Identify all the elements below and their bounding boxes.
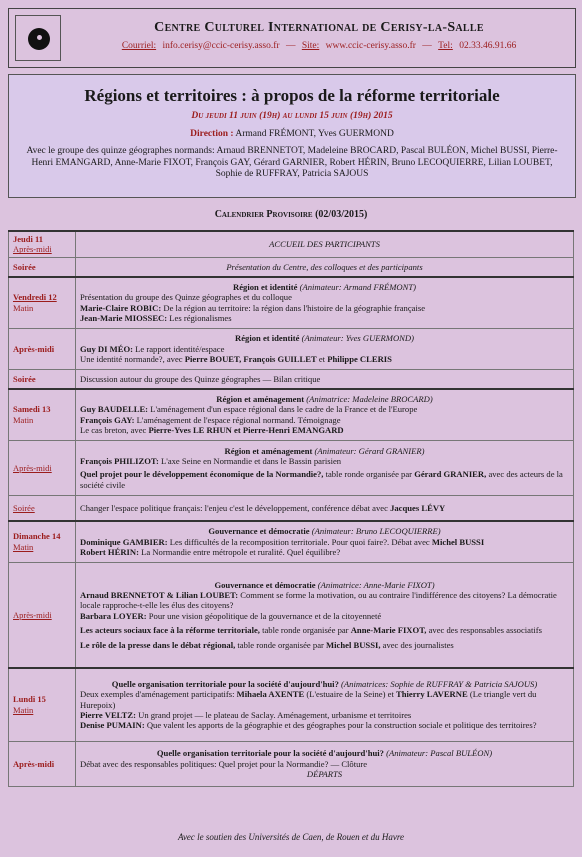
- talk-title: Le rapport identité/espace: [135, 343, 225, 354]
- speaker: Anne-Marie FIXOT,: [350, 625, 427, 636]
- soiree-label: Soirée: [13, 261, 36, 272]
- animator: (Animatrice: Madeleine BROCARD): [306, 394, 433, 404]
- talk-line: [80, 547, 569, 557]
- speaker: Pierre VELTZ:: [80, 710, 136, 721]
- speaker: Thierry LAVERNE: [396, 689, 468, 700]
- header-box: [8, 8, 576, 68]
- day-label: Samedi 13: [13, 404, 51, 415]
- speaker: Philippe CLERIS: [327, 354, 392, 365]
- site-label: Site:: [301, 41, 320, 51]
- talk-title: Un grand projet — le plateau de Saclay. Aménagement, urbanisme et territoires: [138, 710, 412, 721]
- day-cell: [9, 521, 76, 563]
- animator: (Animateur: Bruno LECOQUIERRE): [311, 526, 441, 537]
- session-cell: [76, 521, 574, 563]
- slot-label: Matin: [13, 541, 34, 552]
- talk-title: table ronde organisée par: [237, 639, 324, 650]
- tel-value: 02.33.46.91.66: [459, 41, 517, 51]
- logo-mark: [28, 28, 50, 50]
- animator: (Animatrices: Sophie de RUFFRAY & Patricia SAJOUS): [341, 678, 538, 689]
- contact-line: [69, 41, 569, 51]
- conj: et: [318, 354, 326, 365]
- talk-line: [80, 415, 569, 425]
- sep-1: —: [285, 41, 296, 51]
- speaker: Guy BAUDELLE:: [80, 404, 149, 415]
- talk-line: [80, 313, 569, 323]
- session-name: Gouvernance et démocratie: [214, 579, 316, 590]
- session-title: [80, 580, 569, 590]
- slot-label: [9, 495, 76, 521]
- day-label: Vendredi 12: [13, 292, 57, 303]
- session-cell: [76, 741, 574, 786]
- apm-label: Après-midi: [13, 462, 52, 473]
- round-table: Les acteurs sociaux face à la réforme territoriale,: [80, 625, 260, 636]
- day-label: Jeudi 11: [13, 234, 43, 244]
- session-cell: [76, 562, 574, 668]
- soiree-label: Soirée: [13, 502, 35, 513]
- session-name: Région et identité: [235, 333, 300, 344]
- round-table: Le rôle de la presse dans le débat régional,: [80, 639, 236, 650]
- speaker: Jean-Marie MIOSSEC:: [80, 313, 168, 324]
- talk-title: avec des acteurs de la société civile: [80, 469, 563, 490]
- talk-line: [80, 344, 569, 354]
- speaker: Marie-Claire ROBIC:: [80, 302, 162, 313]
- session-name: Région et identité: [233, 282, 298, 292]
- session-cell: Discussion autour du groupe des Quinze géographes — Bilan critique: [76, 369, 574, 389]
- speaker: Pierre BOUET, François GUILLET: [184, 354, 317, 365]
- table-row: [9, 277, 574, 329]
- day-cell: [9, 277, 76, 329]
- animator: (Animateur: Yves GUERMOND): [301, 333, 414, 344]
- session-title: [80, 282, 569, 292]
- session-title: [80, 748, 569, 758]
- talk-title: avec des journalistes: [382, 639, 454, 650]
- talk-title: L'axe Seine en Normandie et dans le Bassin parisien: [161, 455, 342, 466]
- speaker: Denise PUMAIN:: [80, 720, 145, 731]
- table-row: [9, 231, 574, 257]
- slot-label: [9, 369, 76, 389]
- talk-title: Le cas breton, avec: [80, 425, 147, 436]
- group-line: Avec le groupe des quinze géographes normands: Arnaud BRENNETOT, Madeleine BROCARD, Pascal BULÉON, Michel BUSSI, Pierre-Henri EMANGARD, Anne-Marie FIXOT, François GAY, Gérard GARNIER, Robert HÉRIN, Bruno LECOQUIERRE, Lilian LOUBET, Sophie de RUFFRAY, Patricia SAJOUS: [26, 146, 558, 179]
- talk-line: [80, 710, 569, 720]
- talk-title: table ronde organisée par: [262, 625, 349, 636]
- speaker: Gérard GRANIER,: [414, 469, 487, 480]
- talk-title: table ronde organisée par: [325, 469, 413, 480]
- talk-line: [80, 640, 569, 650]
- animator: (Animateur: Armand FRÉMONT): [299, 282, 416, 292]
- talk-title: Les régionalismes: [169, 313, 232, 324]
- table-row: [9, 495, 574, 521]
- courriel-link[interactable]: info.cerisy@ccic-cerisy.asso.fr: [162, 41, 280, 51]
- session-title: [80, 394, 569, 404]
- day-cell: [9, 231, 76, 257]
- talk-line: [80, 625, 569, 635]
- talk-line: [80, 590, 569, 611]
- session-title: [80, 333, 569, 343]
- session-name: Région et aménagement: [224, 445, 313, 456]
- session-cell: [76, 389, 574, 441]
- talk-line: [80, 354, 569, 364]
- talk-title: (L'estuaire de la Seine) et: [306, 689, 394, 700]
- session-cell: [76, 440, 574, 495]
- talk-title: Une identité normande?, avec: [80, 354, 183, 365]
- day-cell: [9, 668, 76, 742]
- talk-title: Changer l'espace politique français: l'enjeu c'est le développement, conférence débat avec: [80, 502, 388, 513]
- day-cell: [9, 389, 76, 441]
- talk-line: [80, 689, 569, 710]
- talk-line: Présentation du groupe des Quinze géographes et du colloque: [80, 292, 292, 303]
- colloque-dates: Du jeudi 11 juin (19h) au lundi 15 juin (19h) 2015: [191, 111, 393, 121]
- talk-title: Comment se forme la motivation, ou au contraire l'indifférence des citoyens? La démocratie locale rapproche-t-elle les élus des citoyens?: [80, 590, 557, 611]
- slot-label: Matin: [13, 414, 34, 425]
- talk-line: [80, 537, 569, 547]
- session-title: [80, 679, 569, 689]
- table-row: [9, 257, 574, 277]
- session-cell: [76, 668, 574, 742]
- speaker: François PHILIZOT:: [80, 455, 159, 466]
- departs-label: DÉPARTS: [306, 769, 343, 780]
- direction-label: Direction :: [190, 129, 234, 139]
- slot-label: [9, 562, 76, 668]
- session-cell: [76, 495, 574, 521]
- colloque-title: Régions et territoires : à propos de la réforme territoriale: [84, 86, 500, 105]
- session-name: Gouvernance et démocratie: [208, 526, 310, 537]
- speaker: Arnaud BRENNETOT & Lilian LOUBET:: [80, 590, 239, 600]
- speaker: François GAY:: [80, 414, 135, 425]
- direction-line: [9, 129, 575, 139]
- speaker: Guy DI MÉO:: [80, 343, 133, 354]
- table-row: [9, 369, 574, 389]
- session-name: Quelle organisation territoriale pour la société d'aujourd'hui?: [156, 748, 384, 759]
- table-row: [9, 668, 574, 742]
- session-cell: Présentation du Centre, des colloques et des participants: [76, 257, 574, 277]
- talk-line: [80, 456, 569, 466]
- speaker: Michel BUSSI: [431, 536, 485, 547]
- table-row: [9, 562, 574, 668]
- talk-title: L'aménagement de l'espace régional normand. Témoignage: [136, 414, 341, 425]
- apm-label: Après-midi: [13, 609, 52, 620]
- calendar-title: Calendrier Provisoire (02/03/2015): [214, 209, 368, 220]
- apm-label: Après-midi: [13, 343, 55, 354]
- talk-line: [80, 425, 569, 435]
- speaker: Pierre-Yves LE RHUN et Pierre-Henri EMANGARD: [148, 425, 344, 436]
- talk-line: [80, 611, 569, 621]
- slot-label: Après-midi: [13, 244, 52, 255]
- talk-title: De la région au territoire: la région dans l'histoire de la géographie française: [163, 302, 426, 313]
- table-row: [9, 440, 574, 495]
- day-label: Dimanche 14: [13, 531, 61, 542]
- talk-title: avec des responsables associatifs: [428, 625, 542, 636]
- animator: (Animateur: Gérard GRANIER): [314, 445, 425, 456]
- direction-names: Armand FRÉMONT, Yves GUERMOND: [235, 129, 394, 139]
- talk-title: Que valent les apports de la géographie et des géographes pour la construction sociale et politique des territoires?: [146, 720, 537, 731]
- talk-line: Débat avec des responsables politiques: Quel projet pour la Normandie? — Clôture: [80, 758, 368, 769]
- talk-title: L'aménagement d'un espace régional dans le cadre de la France et de l'Europe: [150, 404, 418, 415]
- talk-line: [80, 303, 569, 313]
- session-cell: [76, 328, 574, 369]
- talk-title: Les difficultés de la recomposition territoriale. Pour quoi faire?. Débat avec: [169, 536, 430, 547]
- speaker: Dominique GAMBIER:: [80, 536, 168, 547]
- slot-label: [9, 440, 76, 495]
- speaker: Michel BUSSI,: [326, 639, 381, 650]
- table-row: [9, 521, 574, 563]
- colloque-box: [8, 74, 576, 198]
- tel-label: Tel:: [438, 41, 453, 51]
- table-row: [9, 328, 574, 369]
- animator: (Animateur: Pascal BULÉON): [386, 748, 493, 759]
- talk-title: Deux exemples d'aménagement participatifs:: [80, 689, 235, 700]
- speaker: Jacques LÉVY: [390, 502, 446, 513]
- slot-label: [9, 328, 76, 369]
- speaker: Robert HÉRIN:: [80, 547, 139, 558]
- session-name: Quelle organisation territoriale pour la société d'aujourd'hui?: [111, 678, 339, 689]
- round-table: Quel projet pour le développement économique de la Normandie?,: [80, 469, 324, 480]
- day-label: Lundi 15: [13, 694, 46, 705]
- talk-title: La Normandie entre métropole et ruralité. Quel équilibre?: [141, 547, 341, 558]
- session-title: [80, 446, 569, 456]
- slot-label: Matin: [13, 302, 34, 313]
- slot-label: [9, 741, 76, 786]
- cerisy-logo: [15, 15, 61, 61]
- session-cell: ACCUEIL DES PARTICIPANTS: [76, 231, 574, 257]
- animator: (Animatrice: Anne-Marie FIXOT): [317, 579, 435, 590]
- footer-sponsors: Avec le soutien des Universités de Caen, de Rouen et du Havre: [177, 832, 405, 842]
- speaker: Barbara LOYER:: [80, 610, 147, 621]
- session-title: [80, 526, 569, 536]
- sep-2: —: [422, 41, 432, 51]
- slot-label: [9, 257, 76, 277]
- talk-line: [80, 720, 569, 730]
- schedule-table: [8, 230, 574, 787]
- talk-title: (Le triangle vert du Hurepoix): [80, 689, 537, 710]
- talk-line: [80, 469, 569, 490]
- speaker: Mihaela AXENTE: [236, 689, 305, 700]
- talk-title: Pour une vision géopolitique de la gouvernance et de la citoyenneté: [148, 610, 382, 621]
- centre-title: Centre Culturel International de Cerisy-la-Salle: [154, 20, 484, 35]
- courriel-label: Courriel:: [121, 41, 157, 51]
- soiree-label: Soirée: [13, 373, 36, 384]
- session-cell: [76, 277, 574, 329]
- table-row: [9, 389, 574, 441]
- site-link[interactable]: www.ccic-cerisy.asso.fr: [325, 41, 416, 51]
- session-name: Région et aménagement: [216, 394, 305, 404]
- apm-label: Après-midi: [13, 758, 55, 769]
- table-row: [9, 741, 574, 786]
- talk-line: [80, 404, 569, 414]
- slot-label: Matin: [13, 704, 34, 715]
